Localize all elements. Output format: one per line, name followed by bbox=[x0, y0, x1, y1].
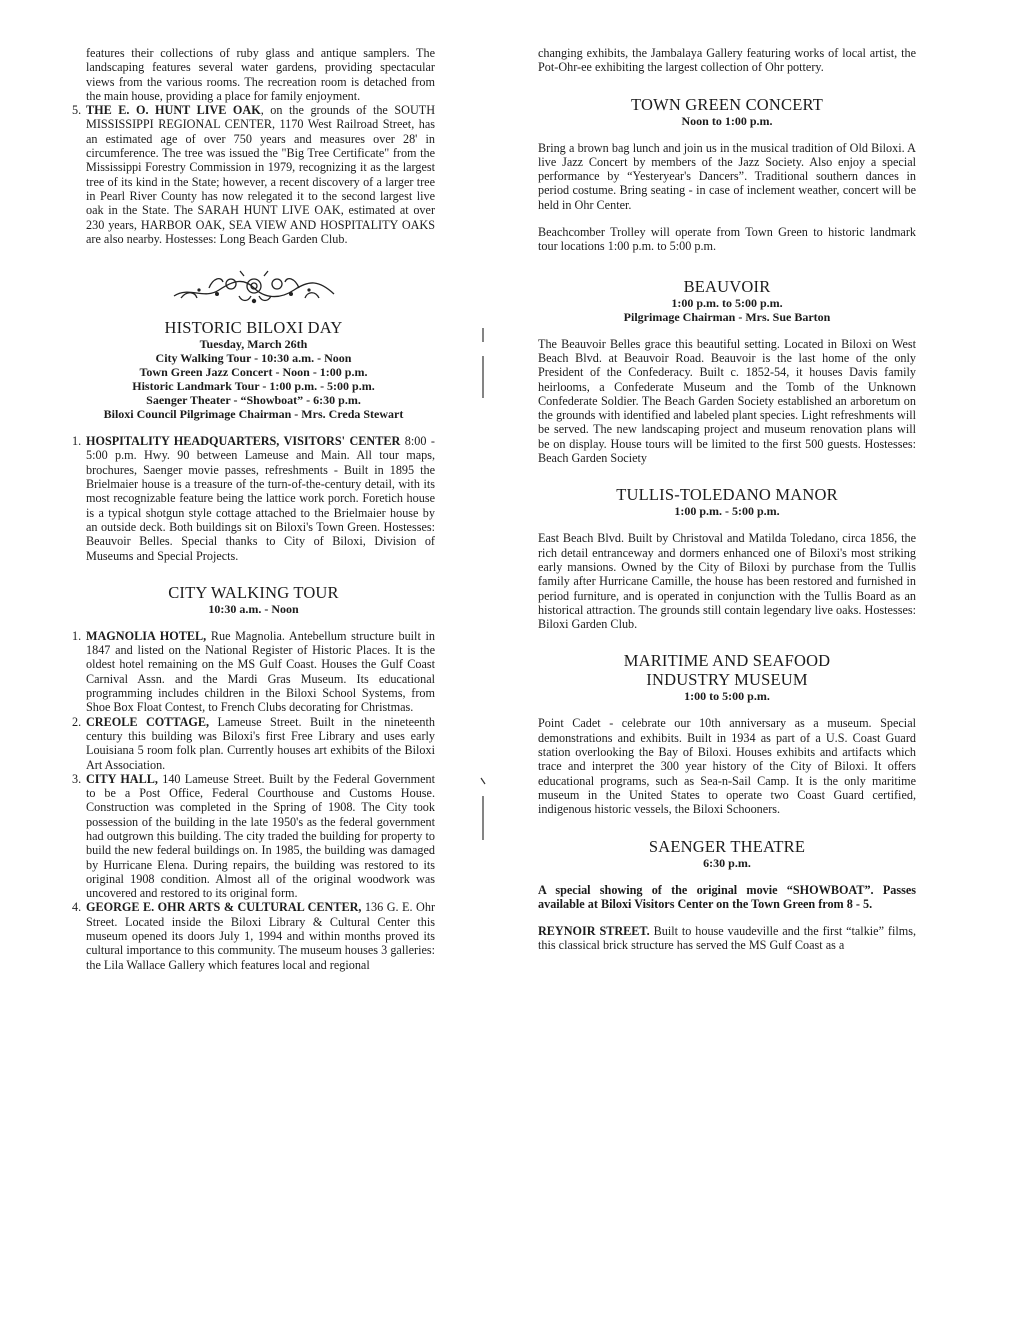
item-name: HOSPITALITY HEADQUARTERS, VISITORS' CENTER bbox=[86, 434, 401, 449]
item-name: THE E. O. HUNT LIVE OAK bbox=[86, 103, 261, 118]
item-name: CREOLE COTTAGE, bbox=[86, 714, 210, 729]
section-chairman: Pilgrimage Chairman - Mrs. Sue Barton bbox=[623, 309, 831, 324]
section-time: 1:00 p.m. to 5:00 p.m. bbox=[671, 295, 783, 310]
schedule-line: Biloxi Council Pilgrimage Chairman - Mrs. Creda Stewart bbox=[103, 407, 404, 422]
item-number: 2. bbox=[72, 714, 82, 729]
schedule-line: Town Green Jazz Concert - Noon - 1:00 p.m. bbox=[139, 365, 368, 380]
gallery-intro-paragraph: changing exhibits, the Jambalaya Gallery featuring works of local artist, the Pot-Ohr-ee exhibiting the largest collection of Ohr pottery. bbox=[538, 46, 916, 75]
item-number: 5. bbox=[72, 103, 82, 118]
item-number: 1. bbox=[72, 628, 82, 643]
right-column bbox=[538, 46, 916, 953]
saenger-text: Built to house vaudeville and the first “talkie” films, this classical brick structure has served the MS Gulf Coast as a bbox=[538, 924, 916, 953]
hospitality-list bbox=[72, 434, 435, 563]
list-item bbox=[72, 715, 435, 772]
item-name: CITY HALL, bbox=[86, 771, 158, 786]
item-text: 8:00 - 5:00 p.m. Hwy. 90 between Lameuse and Main. All tour maps, brochures, Saenger movie passes, refreshments - Built in 1895 the Brielmaier house is a treasure of the turn-of-the-century detail, with its most recognizable feature being the lattice work porch. Foretich house is a typical shotgun style cottage attached to the Brielmaier house by an outside deck. Both buildings sit on Biloxi's Town Green. Hostesses: Beauvoir Belles. Special thanks to City of Biloxi, Division of Museums and Special Projects. bbox=[86, 434, 435, 563]
list-item bbox=[72, 434, 435, 563]
tullis-paragraph: East Beach Blvd. Built by Christoval and Matilda Toledano, circa 1856, the rich detail entranceway and dormers enhanced one of Biloxi's most striking early mansions. Owned by the City of Biloxi by purchase from the Tullis family after Hurricane Camille, the house has been restored and furnished in period furniture, and is operated in conjunction with the Tullis Board as an historical attraction. The grounds still contain legendary live oaks. Hostesses: Biloxi Garden Club. bbox=[538, 531, 916, 632]
section-time: Noon to 1:00 p.m. bbox=[681, 113, 773, 128]
binding-mark-icon bbox=[478, 326, 488, 406]
section-title: CITY WALKING TOUR bbox=[168, 582, 339, 602]
maritime-paragraph: Point Cadet - celebrate our 10th anniversary as a museum. Special demonstrations and exhibits. Built in 1934 as part of a U.S. Coast Guard station overlooking the Bay of Biloxi. Houses exhibits and artifacts which trace and interpret the 300 year history of the City of Biloxi. It offers educational programs, such as Sea-n-Sail Camp. It is the only maritime museum in the United States to operate two Coast Guard certified, indigenous historic vessels, the Biloxi Schooners. bbox=[538, 716, 916, 817]
list-item bbox=[72, 772, 435, 901]
item-number: 1. bbox=[72, 434, 82, 449]
schedule-lines bbox=[72, 337, 435, 421]
left-column bbox=[72, 46, 435, 972]
item-name: GEORGE E. OHR ARTS & CULTURAL CENTER, bbox=[86, 900, 362, 915]
list-item bbox=[72, 103, 435, 246]
section-title: TULLIS-TOLEDANO MANOR bbox=[616, 485, 838, 505]
item-text: 136 G. E. Ohr Street. Located inside the Biloxi Library & Cultural Center this museum opened its doors July 1, 1994 and within months proved its cultural importance to this community. The museum houses 3 galleries: the Lila Wallace Gallery which features local and regional bbox=[86, 900, 436, 972]
section-title: HISTORIC BILOXI DAY bbox=[164, 318, 343, 338]
section-title: INDUSTRY MUSEUM bbox=[646, 670, 808, 690]
floral-ornament-icon bbox=[169, 268, 339, 308]
trolley-paragraph: Beachcomber Trolley will operate from Town Green to historic landmark tour locations 1:00 p.m. to 5:00 p.m. bbox=[538, 225, 916, 254]
item-text: , on the grounds of the SOUTH MISSISSIPPI REGIONAL CENTER, 1170 West Railroad Street, has an estimated age of over 750 years and measures over 28' in circumference. The tree was issued the "Big Tree Certificate" from the Mississippi Forestry Commission in 1979, recognizing it as the largest tree of its kind in the State; however, a recent discovery of a larger tree in Pearl River County has now relegated it to the second largest live oak in the State. The SARAH HUNT LIVE OAK, estimated at over 230 years, HARBOR OAK, SEA VIEW AND HOSPITALITY OAKS are also nearby. Hostesses: Long Beach Garden Club. bbox=[86, 103, 436, 246]
section-time: 1:00 p.m. - 5:00 p.m. bbox=[674, 504, 780, 519]
section-title: BEAUVOIR bbox=[683, 276, 771, 296]
item-text: Lameuse Street. Built in the nineteenth century this building was Biloxi's first Free Library and uses early Louisiana 5 room folk plan. Currently houses art exhibits of the Biloxi Art Association. bbox=[86, 714, 435, 772]
list-item bbox=[72, 629, 435, 715]
section-time: 6:30 p.m. bbox=[703, 855, 751, 870]
concert-paragraph: Bring a brown bag lunch and join us in the musical tradition of Old Biloxi. A live Jazz Concert by members of the Jazz Society. Also enjoy a special performance by “Yesteryear's Dancers”. Traditional southern dances in period costume. Bring seating - in case of inclement weather, concert will be held in Ohr Center. bbox=[538, 140, 916, 212]
item-name: MAGNOLIA HOTEL, bbox=[86, 628, 207, 643]
showboat-notice: A special showing of the original movie “SHOWBOAT”. Passes available at Biloxi Visitors Center on the Town Green from 8 - 5. bbox=[538, 882, 916, 911]
schedule-line: City Walking Tour - 10:30 a.m. - Noon bbox=[155, 351, 352, 366]
oak-intro-paragraph: features their collections of ruby glass and antique samplers. The landscaping features several water gardens, providing spectacular views from the various rooms. The recreation room is detached from the main house, providing a place for family enjoyment. bbox=[86, 46, 435, 103]
schedule-line: Historic Landmark Tour - 1:00 p.m. - 5:00 p.m. bbox=[132, 379, 375, 394]
live-oak-list bbox=[72, 103, 435, 246]
section-title: TOWN GREEN CONCERT bbox=[630, 94, 824, 114]
item-text: Rue Magnolia. Antebellum structure built in 1847 and listed on the National Register of Historic Places. It is the oldest hotel remaining on the MS Gulf Coast. Houses the Gulf Coast Carnival Assn. and the Mardi Gras Museum. Its educational programming includes children in the Biloxi School Systems, from Shoe Box Float Contest, to French Clubs decorating for Christmas. bbox=[86, 628, 435, 715]
item-text: 140 Lameuse Street. Built by the Federal Government to be a Post Office, Federal Courthouse and Customs House. Construction was completed in the Spring of 1908. The City took possession of the building in the late 1950's as the federal government had outgrown this building. The city traded the building for property to build the new federal buildings on. In 1985, the building was damaged by Hurricane Elena. During repairs, the building was restored to its original 1908 condition. Almost all of the original woodwork was uncovered and restored to its original form. bbox=[86, 771, 436, 901]
binding-mark-icon bbox=[478, 774, 488, 854]
street-name: REYNOIR STREET. bbox=[538, 924, 650, 939]
section-title: MARITIME AND SEAFOOD bbox=[623, 651, 831, 671]
beauvoir-paragraph: The Beauvoir Belles grace this beautiful setting. Located in Biloxi on West Beach Blvd. at Beauvoir Road. Beauvoir is the last home of the only President of the Confederacy. Built c. 1852-54, it houses Davis family heirlooms, a Confederate Museum and the Tomb of the Unknown Confederate Soldier. The Beach Garden Society established an arboretum on the grounds with identified and labeled plant species. Light refreshments will be served. The new landscaping project and museum renovation plans will be on display. House tours will be limited to the first 500 guests. Hostesses: Beach Garden Society bbox=[538, 336, 916, 466]
item-number: 4. bbox=[72, 900, 82, 915]
schedule-line: Tuesday, March 26th bbox=[199, 337, 308, 352]
section-time: 10:30 a.m. - Noon bbox=[208, 601, 299, 616]
saenger-paragraph bbox=[538, 924, 916, 953]
item-number: 3. bbox=[72, 771, 82, 786]
section-title: SAENGER THEATRE bbox=[648, 836, 806, 856]
list-item bbox=[72, 900, 435, 971]
schedule-line: Saenger Theater - “Showboat” - 6:30 p.m. bbox=[146, 393, 361, 408]
walking-tour-list bbox=[72, 629, 435, 972]
section-time: 1:00 to 5:00 p.m. bbox=[684, 689, 770, 704]
